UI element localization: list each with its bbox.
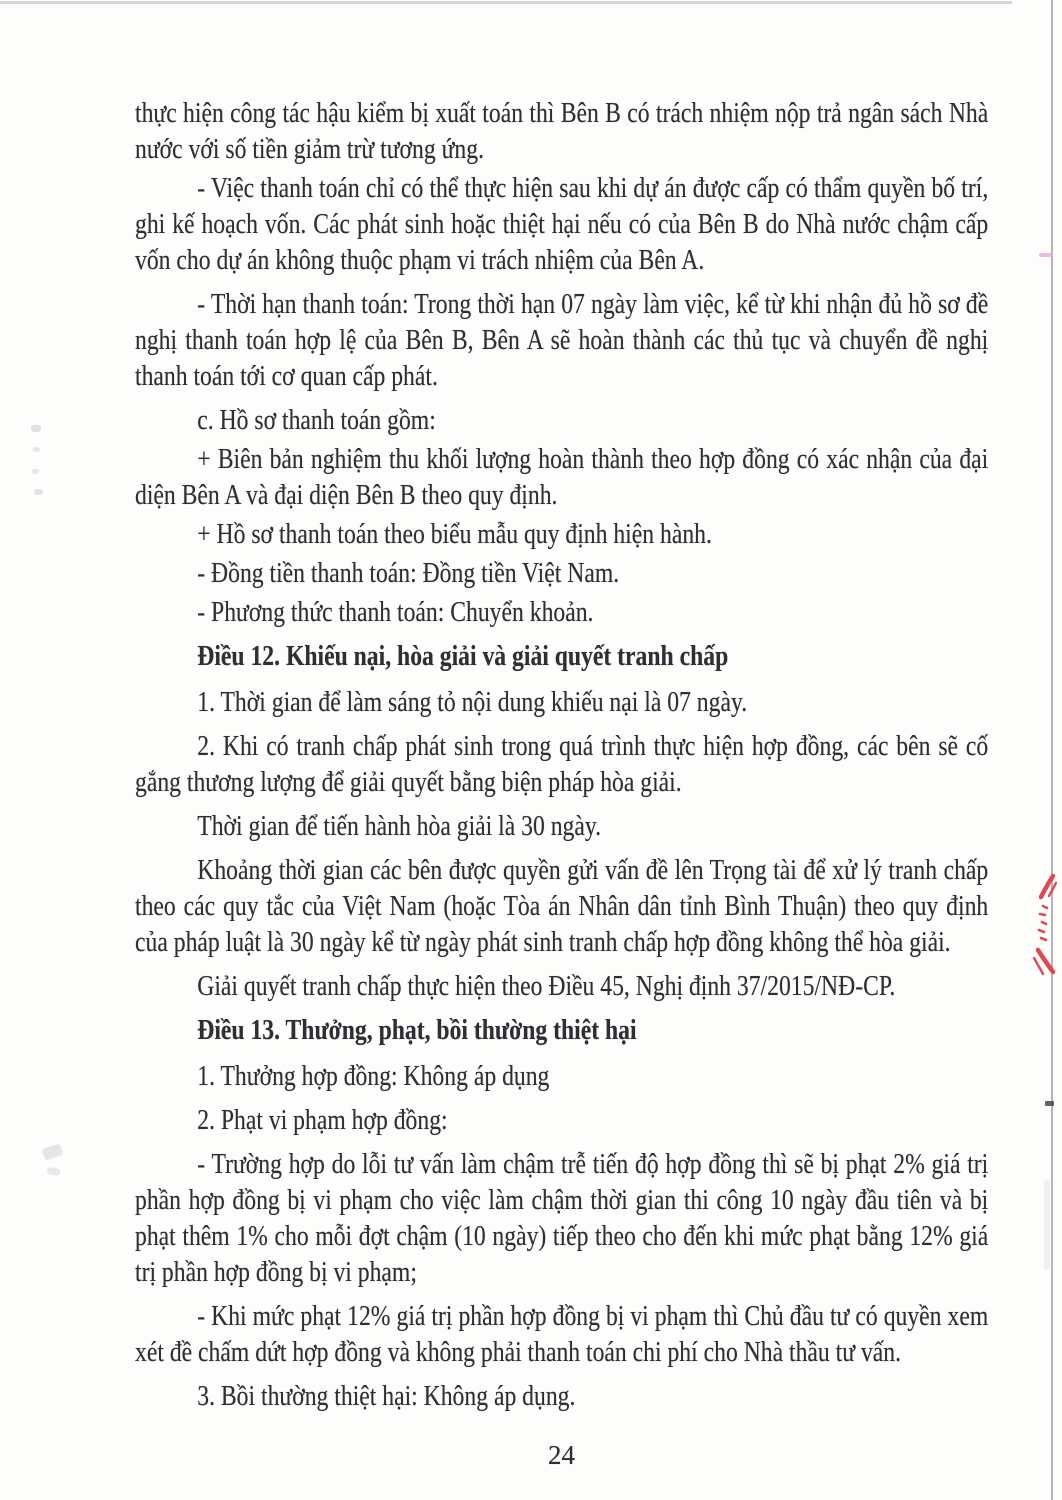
smudge-mark [1044, 1180, 1050, 1270]
red-pen-mark-icon [1031, 872, 1057, 978]
paragraph: + Biên bản nghiệm thu khối lượng hoàn thành theo hợp đồng có xác nhận của đại diện Bên A và đại diện Bên B theo quy định. [135, 444, 989, 511]
paragraph: - Thời hạn thanh toán: Trong thời hạn 07 ngày làm việc, kể từ khi nhận đủ hồ sơ đề nghị thanh toán hợp lệ của Bên B, Bên A sẽ hoàn thành các thủ tục và chuyển đề nghị thanh toán tới cơ quan cấp phát. [135, 289, 989, 392]
paragraph: - Phương thức thanh toán: Chuyển khoản. [197, 597, 594, 628]
paragraph: 1. Thời gian để làm sáng tỏ nội dung khiếu nại là 07 ngày. [197, 687, 748, 718]
paragraph: 2. Khi có tranh chấp phát sinh trong quá trình thực hiện hợp đồng, các bên sẽ cố gắng thương lượng để giải quyết bằng biện pháp hòa giải. [135, 731, 989, 798]
paragraph: c. Hồ sơ thanh toán gồm: [197, 405, 436, 436]
scan-top-edge-artifact [0, 1, 1012, 4]
smudge-mark [31, 425, 41, 432]
paragraph: thực hiện công tác hậu kiểm bị xuất toán thì Bên B có trách nhiệm nộp trả ngân sách Nhà nước với số tiền giảm trừ tương ứng. [135, 98, 989, 165]
page-number: 24 [548, 1440, 575, 1470]
paragraph: - Đồng tiền thanh toán: Đồng tiền Việt Nam. [197, 558, 620, 589]
smudge-mark [46, 1167, 60, 1177]
section-heading-dieu-12: Điều 12. Khiếu nại, hòa giải và giải quyết tranh chấp [197, 641, 729, 672]
paragraph: - Việc thanh toán chỉ có thể thực hiện sau khi dự án được cấp có thẩm quyền bố trí, ghi kế hoạch vốn. Các phát sinh hoặc thiệt hại nếu có của Bên B do Nhà nước chậm cấp vốn cho dự án không thuộc phạm vi trách nhiệm của Bên A. [135, 173, 989, 276]
smudge-mark [42, 1143, 64, 1160]
smudge-mark [33, 447, 40, 452]
paragraph: + Hồ sơ thanh toán theo biểu mẫu quy định hiện hành. [197, 519, 712, 550]
dark-scan-tick [1045, 1101, 1054, 1106]
paragraph: Thời gian để tiến hành hòa giải là 30 ngày. [197, 811, 602, 842]
paragraph: - Trường hợp do lỗi tư vấn làm chậm trễ tiến độ hợp đồng thì sẽ bị phạt 2% giá trị phần hợp đồng bị vi phạm cho việc làm chậm thời gian thi công 10 ngày đầu tiên và bị phạt thêm 1% cho mỗi đợt chậm (10 ngày) tiếp theo cho đến khi mức phạt bằng 12% giá trị phần hợp đồng bị vi phạm; [135, 1149, 989, 1288]
paragraph: 3. Bồi thường thiệt hại: Không áp dụng. [197, 1381, 576, 1412]
smudge-mark [32, 469, 39, 474]
paragraph: 1. Thưởng hợp đồng: Không áp dụng [197, 1061, 550, 1092]
paragraph: Khoảng thời gian các bên được quyền gửi vấn đề lên Trọng tài để xử lý tranh chấp theo các quy tắc của Việt Nam (hoặc Tòa án Nhân dân tỉnh Bình Thuận) theo quy định của pháp luật là 30 ngày kể từ ngày phát sinh tranh chấp hợp đồng không thể hòa giải. [135, 855, 989, 958]
section-heading-dieu-13: Điều 13. Thưởng, phạt, bồi thường thiệt hại [197, 1015, 637, 1046]
paragraph: 2. Phạt vi phạm hợp đồng: [197, 1105, 448, 1136]
scan-right-edge-line [1051, 0, 1053, 1500]
paragraph: - Khi mức phạt 12% giá trị phần hợp đồng bị vi phạm thì Chủ đầu tư có quyền xem xét đề chấm dứt hợp đồng và không phải thanh toán chi phí cho Nhà thầu tư vấn. [135, 1301, 989, 1368]
document-body [135, 96, 988, 1423]
smudge-mark [34, 489, 43, 495]
paragraph: Giải quyết tranh chấp thực hiện theo Điều 45, Nghị định 37/2015/NĐ-CP. [197, 971, 896, 1002]
pink-highlight-tick [1039, 253, 1053, 257]
